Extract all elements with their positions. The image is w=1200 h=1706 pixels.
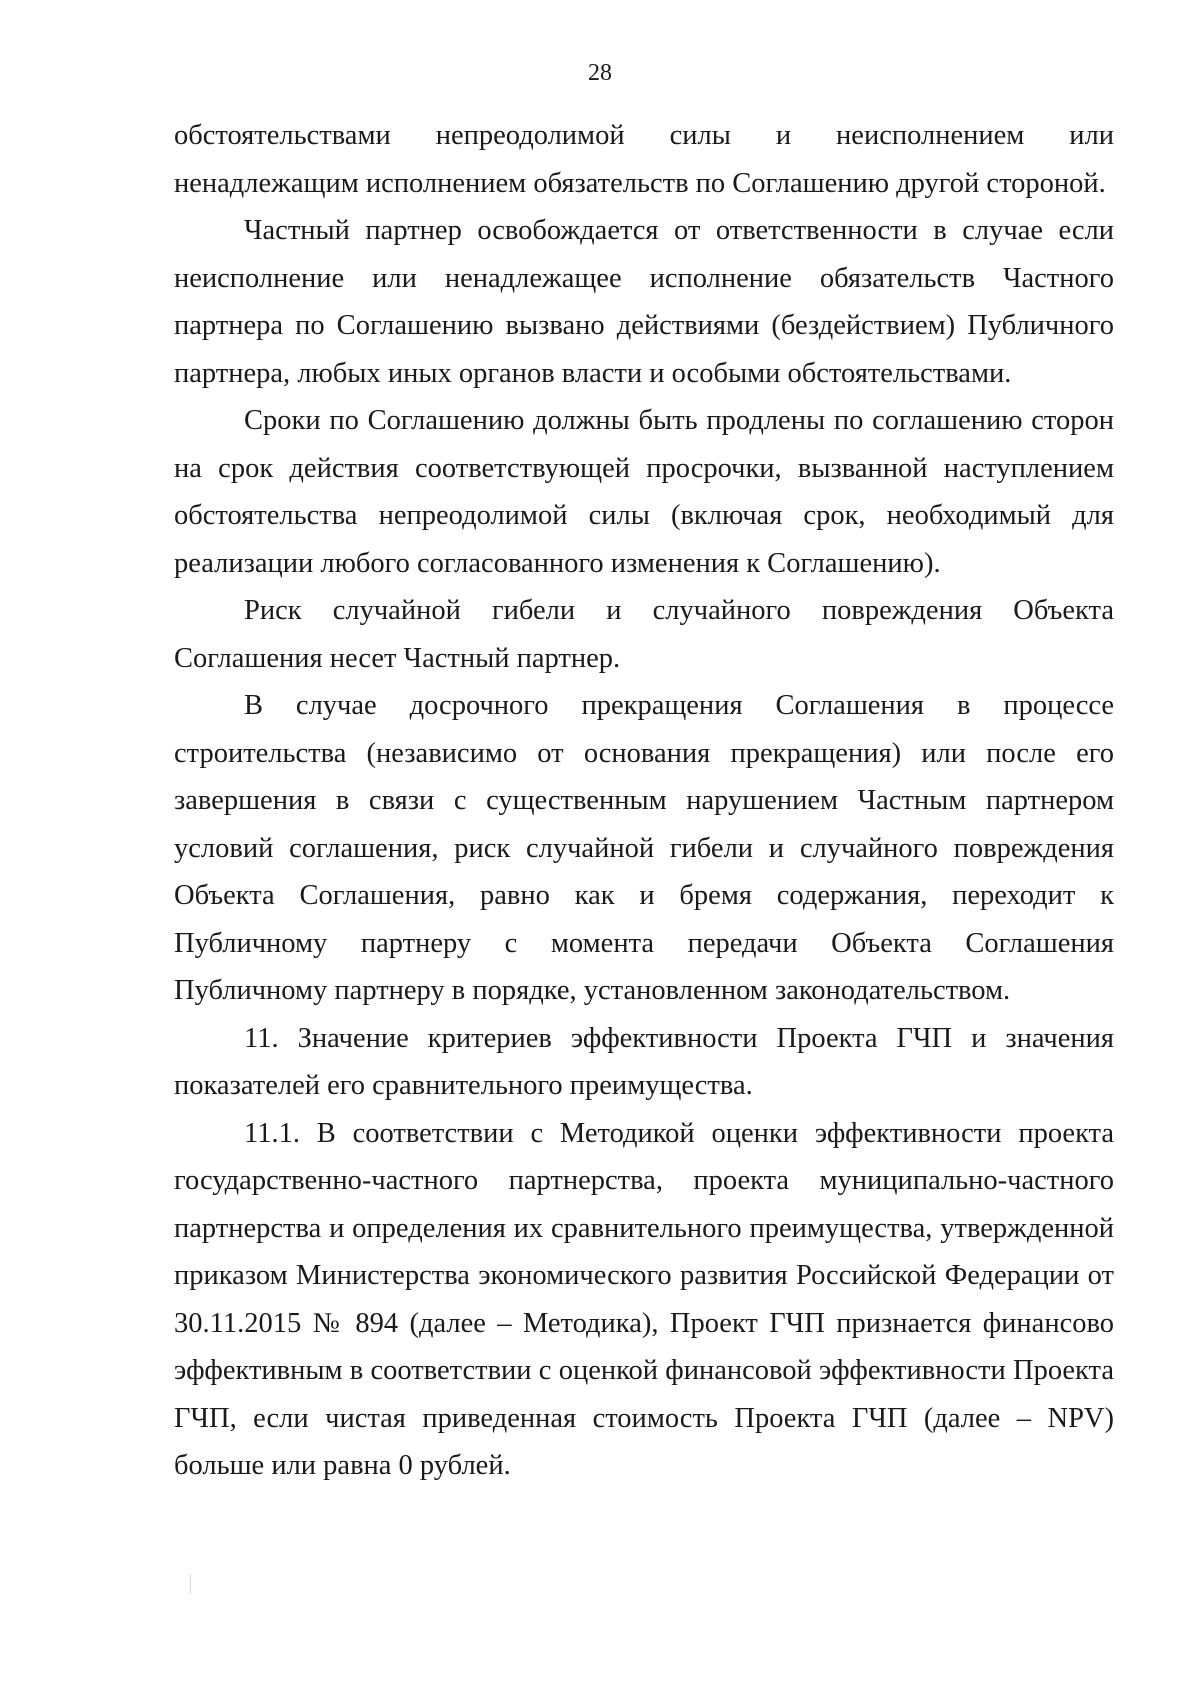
paragraph-early-termination: В случае досрочного прекращения Соглашения в процессе строительства (независимо от основания прекращения) или после его завершения в связи с существенным нарушением Частным партнером условий соглашения, риск случайной гибели и случайного повреждения Объекта Соглашения, равно как и бремя содержания, переходит к Публичному партнеру с момента передачи Объекта Соглашения Публичному партнеру в порядке, установленном законодательством. (174, 690, 1114, 1006)
paragraph-term-extension: Сроки по Соглашению должны быть продлены по соглашению сторон на срок действия соответствующей просрочки, вызванной наступлением обстоятельства непреодолимой силы (включая срок, необходимый для реализации любого согласованного изменения к Соглашению). (174, 405, 1114, 579)
page-number: 28 (588, 60, 612, 86)
scan-artifact-mark (190, 1574, 191, 1594)
paragraph-11-1: 11.1. В соответствии с Методикой оценки эффективности проекта государственно-частного партнерства, проекта муниципально-частного партнерства и определения их сравнительного преимущества, утвержденной приказом Министерства экономического развития Российской Федерации от 30.11.2015 № 894 (далее – Методика), Проект ГЧП признается финансово эффективным в соответствии с оценкой финансовой эффективности Проекта ГЧП, если чистая приведенная стоимость Проекта ГЧП (далее – NPV) больше или равна 0 рублей. (174, 1117, 1114, 1481)
paragraph-private-partner-liability: Частный партнер освобождается от ответственности в случае если неисполнение или ненадлежащее исполнение обязательств Частного партнера по Соглашению вызвано действиями (бездействием) Публичного партнера, любых иных органов власти и особыми обстоятельствами. (174, 215, 1114, 389)
paragraph-risk-of-loss: Риск случайной гибели и случайного повреждения Объекта Соглашения несет Частный партнер. (174, 595, 1114, 674)
document-body (174, 112, 1114, 1490)
paragraph-continuation: обстоятельствами непреодолимой силы и неисполнением или ненадлежащим исполнением обязательств по Соглашению другой стороной. (174, 120, 1114, 199)
section-heading-11: 11. Значение критериев эффективности Проекта ГЧП и значения показателей его сравнительного преимущества. (174, 1022, 1114, 1101)
